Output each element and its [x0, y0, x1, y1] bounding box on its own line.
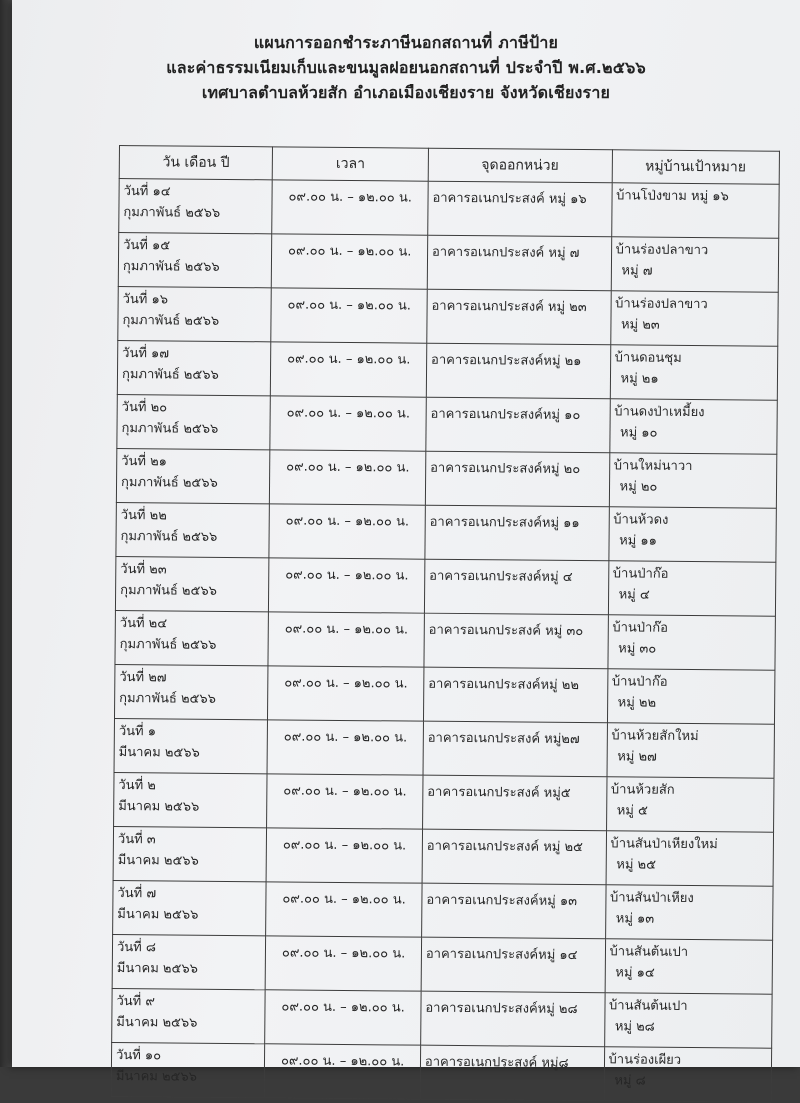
- time-cell: ๐๙.๐๐ น. – ๑๒.๐๐ น.: [268, 666, 424, 721]
- village-name: บ้านป่าก๊อ: [611, 674, 668, 690]
- time-cell: ๐๙.๐๐ น. – ๑๒.๐๐ น.: [272, 180, 428, 235]
- document-page: [12, 0, 800, 1089]
- table-row: [115, 610, 775, 670]
- village-moo: หมู่ ๑๓: [615, 911, 655, 927]
- village-cell: [610, 291, 778, 346]
- place-cell: อาคารอเนกประสงค์ หมู่ ๗: [427, 235, 611, 291]
- time-cell: ๐๙.๐๐ น. – ๑๒.๐๐ น.: [265, 1044, 421, 1099]
- village-name: บ้านร่องปลาขาว: [615, 296, 708, 313]
- date-cell: [115, 610, 269, 665]
- date-cell: [114, 718, 268, 773]
- place-cell: อาคารอเนกประสงค์หมู่ ๑๑: [425, 505, 609, 561]
- day-text: วันที่ ๒๓: [120, 562, 167, 578]
- place-cell: อาคารอเนกประสงค์ หมู่ ๑๖: [428, 181, 612, 237]
- village-moo: หมู่ ๔: [618, 587, 650, 603]
- month-text: กุมภาพันธ์ ๒๕๖๖: [120, 475, 218, 491]
- time-cell: ๐๙.๐๐ น. – ๑๒.๐๐ น.: [269, 504, 425, 559]
- table-row: [111, 1042, 771, 1102]
- table-row: [119, 179, 779, 239]
- place-cell: อาคารอเนกประสงค์ หมู่ ๒๕: [422, 829, 606, 885]
- document-header: [12, 30, 800, 105]
- village-name: บ้านสันต้นเปา: [609, 944, 689, 960]
- time-cell: ๐๙.๐๐ น. – ๑๒.๐๐ น.: [270, 450, 426, 505]
- month-text: มีนาคม ๒๕๖๖: [116, 1015, 198, 1031]
- village-name: บ้านป่าก๊อ: [612, 566, 669, 582]
- day-text: วันที่ ๓: [117, 832, 156, 848]
- table-row: [112, 934, 772, 994]
- date-cell: [113, 826, 267, 881]
- day-text: วันที่ ๑๐: [115, 1048, 162, 1064]
- village-moo: หมู่ ๑๐: [619, 425, 658, 441]
- day-text: วันที่ ๑๕: [123, 238, 171, 254]
- day-text: วันที่ ๗: [117, 886, 157, 902]
- village-cell: [607, 723, 775, 778]
- table-row: [116, 502, 776, 562]
- village-name: บ้านดอนชุม: [614, 350, 682, 366]
- village-name: บ้านร่องปลาขาว: [615, 242, 709, 259]
- day-text: วันที่ ๒๔: [119, 616, 168, 632]
- date-cell: [118, 286, 272, 341]
- time-cell: ๐๙.๐๐ น. – ๑๒.๐๐ น.: [266, 882, 422, 937]
- table-row: [114, 664, 774, 724]
- month-text: กุมภาพันธ์ ๒๕๖๖: [122, 313, 220, 329]
- village-cell: [606, 831, 774, 886]
- date-cell: [114, 772, 268, 827]
- time-cell: ๐๙.๐๐ น. – ๑๒.๐๐ น.: [270, 396, 426, 451]
- village-moo: หมู่ ๒๗: [617, 749, 657, 765]
- village-cell: [607, 615, 775, 670]
- day-text: วันที่ ๑๔: [123, 184, 171, 200]
- village-moo: หมู่ ๒๕: [616, 857, 657, 873]
- column-header-time: เวลา: [273, 147, 429, 181]
- place-cell: อาคารอเนกประสงค์หมู่ ๔: [424, 559, 608, 615]
- village-moo: หมู่ ๓๐: [618, 641, 657, 657]
- place-cell: อาคารอเนกประสงค์ หมู่๒๗: [423, 721, 607, 777]
- place-cell: อาคารอเนกประสงค์หมู่ ๒๘: [421, 991, 605, 1047]
- month-text: กุมภาพันธ์ ๒๕๖๖: [121, 367, 219, 383]
- village-cell: [611, 183, 779, 238]
- day-text: วันที่ ๒: [118, 778, 156, 794]
- village-moo: หมู่ ๒๑: [620, 371, 659, 387]
- month-text: มีนาคม ๒๕๖๖: [117, 853, 199, 869]
- village-name: บ้านใหม่นาวา: [613, 458, 693, 475]
- date-cell: [112, 934, 266, 989]
- village-moo: [616, 206, 774, 207]
- day-text: วันที่ ๒๒: [120, 508, 167, 524]
- time-cell: ๐๙.๐๐ น. – ๑๒.๐๐ น.: [272, 234, 428, 289]
- month-text: มีนาคม ๒๕๖๖: [117, 907, 199, 923]
- date-cell: [115, 556, 269, 611]
- month-text: กุมภาพันธ์ ๒๕๖๖: [121, 421, 219, 437]
- month-text: กุมภาพันธ์ ๒๕๖๖: [119, 637, 217, 653]
- date-cell: [112, 988, 266, 1043]
- table-row: [114, 718, 774, 778]
- village-moo: หมู่ ๑๔: [615, 965, 655, 981]
- village-moo: หมู่ ๘: [614, 1073, 646, 1089]
- village-name: บ้านร่องเผียว: [608, 1052, 682, 1068]
- day-text: วันที่ ๑๗: [122, 346, 170, 362]
- village-cell: [608, 507, 776, 562]
- date-cell: [119, 179, 273, 234]
- date-cell: [118, 233, 272, 288]
- time-cell: ๐๙.๐๐ น. – ๑๒.๐๐ น.: [267, 774, 423, 829]
- time-cell: ๐๙.๐๐ น. – ๑๒.๐๐ น.: [265, 990, 421, 1045]
- place-cell: อาคารอเนกประสงค์หมู่ ๑๓: [422, 883, 606, 939]
- day-text: วันที่ ๙: [116, 994, 156, 1010]
- place-cell: อาคารอเนกประสงค์หมู่ ๒๑: [426, 343, 610, 399]
- time-cell: ๐๙.๐๐ น. – ๑๒.๐๐ น.: [271, 342, 427, 397]
- place-cell: อาคารอเนกประสงค์ หมู่๘: [420, 1045, 604, 1101]
- village-name: บ้านห้วยสักใหม่: [611, 728, 699, 745]
- month-text: กุมภาพันธ์ ๒๕๖๖: [120, 583, 217, 599]
- day-text: วันที่ ๑: [118, 724, 157, 740]
- table-row: [118, 233, 778, 293]
- village-cell: [610, 345, 778, 400]
- village-name: บ้านห้วดง: [613, 512, 669, 528]
- time-cell: ๐๙.๐๐ น. – ๑๒.๐๐ น.: [267, 720, 423, 775]
- village-moo: หมู่ ๑๑: [619, 533, 657, 549]
- time-cell: ๐๙.๐๐ น. – ๑๒.๐๐ น.: [271, 288, 427, 343]
- table-row: [116, 448, 776, 508]
- village-cell: [611, 237, 779, 292]
- place-cell: อาคารอเนกประสงค์หมู่ ๑๐: [426, 397, 610, 453]
- village-moo: หมู่ ๗: [621, 263, 653, 279]
- month-text: มีนาคม ๒๕๖๖: [116, 961, 198, 977]
- place-cell: อาคารอเนกประสงค์หมู่ ๒๐: [425, 451, 609, 507]
- month-text: มีนาคม ๒๕๖๖: [118, 799, 200, 815]
- title-line-1: แผนการออกชำระภาษีนอกสถานที่ ภาษีป้าย: [253, 33, 559, 52]
- date-cell: [117, 394, 271, 449]
- column-header-date: วัน เดือน ปี: [119, 146, 273, 180]
- month-text: มีนาคม ๒๕๖๖: [118, 745, 200, 761]
- village-moo: หมู่ ๒๐: [619, 479, 658, 495]
- schedule-table: [111, 145, 780, 1103]
- column-header-village: หมู่บ้านเป้าหมาย: [612, 150, 780, 184]
- month-text: มีนาคม ๒๕๖๖: [115, 1069, 198, 1085]
- month-text: กุมภาพันธ์ ๒๕๖๖: [119, 691, 216, 707]
- table-row: [115, 556, 775, 616]
- village-cell: [609, 399, 777, 454]
- day-text: วันที่ ๒๗: [119, 670, 167, 686]
- time-cell: ๐๙.๐๐ น. – ๑๒.๐๐ น.: [269, 558, 425, 613]
- date-cell: [116, 448, 270, 503]
- month-text: กุมภาพันธ์ ๒๕๖๖: [123, 205, 221, 221]
- village-moo: หมู่ ๒๘: [614, 1019, 655, 1035]
- village-cell: [607, 669, 775, 724]
- title-line-3: เทศบาลตำบลห้วยสัก อำเภอเมืองเชียงราย จังหวัดเชียงราย: [201, 83, 611, 102]
- table-row: [117, 340, 777, 400]
- date-cell: [114, 664, 268, 719]
- day-text: วันที่ ๘: [116, 940, 156, 956]
- place-cell: อาคารอเนกประสงค์ หมู่ ๓๐: [424, 613, 608, 669]
- table-row: [114, 772, 774, 832]
- title-line-2: และค่าธรรมเนียมเก็บและขนมูลฝอยนอกสถานที่ ประจำปี พ.ศ.๒๕๖๖: [166, 58, 646, 77]
- village-name: บ้านห้วยสัก: [610, 782, 675, 798]
- time-cell: ๐๙.๐๐ น. – ๑๒.๐๐ น.: [266, 828, 422, 883]
- village-name: บ้านดงป่าเหมี้ยง: [614, 404, 705, 421]
- time-cell: ๐๙.๐๐ น. – ๑๒.๐๐ น.: [266, 936, 422, 991]
- village-cell: [609, 453, 777, 508]
- date-cell: [113, 880, 267, 935]
- village-cell: [605, 885, 773, 940]
- village-cell: [604, 1047, 772, 1102]
- village-name: บ้านสันต้นเปา: [608, 998, 688, 1014]
- place-cell: อาคารอเนกประสงค์ หมู่๕: [422, 775, 606, 831]
- village-name: บ้านโป่งขาม หมู่ ๑๖: [616, 188, 729, 205]
- table-row: [112, 988, 772, 1048]
- place-cell: อาคารอเนกประสงค์หมู่ ๑๔: [421, 937, 605, 993]
- time-cell: ๐๙.๐๐ น. – ๑๒.๐๐ น.: [268, 612, 424, 667]
- date-cell: [116, 502, 270, 557]
- table-row: [113, 880, 773, 940]
- village-cell: [605, 939, 773, 994]
- village-cell: [604, 993, 772, 1048]
- village-cell: [606, 777, 774, 832]
- date-cell: [117, 340, 271, 395]
- table-row: [118, 286, 778, 346]
- village-name: บ้านป่าก๊อ: [612, 620, 669, 636]
- day-text: วันที่ ๑๖: [122, 292, 169, 308]
- village-name: บ้านสันป่าเหียง: [609, 890, 694, 907]
- day-text: วันที่ ๒๐: [121, 400, 168, 416]
- village-moo: หมู่ ๒๒: [617, 695, 657, 711]
- village-moo: หมู่ ๕: [616, 803, 648, 819]
- month-text: กุมภาพันธ์ ๒๕๖๖: [122, 259, 220, 275]
- table-row: [113, 826, 773, 886]
- month-text: กุมภาพันธ์ ๒๕๖๖: [120, 529, 218, 545]
- table-row: [117, 394, 777, 454]
- village-cell: [608, 561, 776, 616]
- column-header-place: จุดออกหน่วย: [428, 148, 612, 183]
- place-cell: อาคารอเนกประสงค์ หมู่ ๒๓: [427, 289, 611, 345]
- day-text: วันที่ ๒๑: [121, 454, 168, 470]
- date-cell: [111, 1042, 265, 1097]
- village-name: บ้านสันป่าเหียงใหม่: [610, 836, 718, 853]
- village-moo: หมู่ ๒๓: [620, 317, 660, 333]
- place-cell: อาคารอเนกประสงค์หมู่ ๒๒: [423, 667, 607, 723]
